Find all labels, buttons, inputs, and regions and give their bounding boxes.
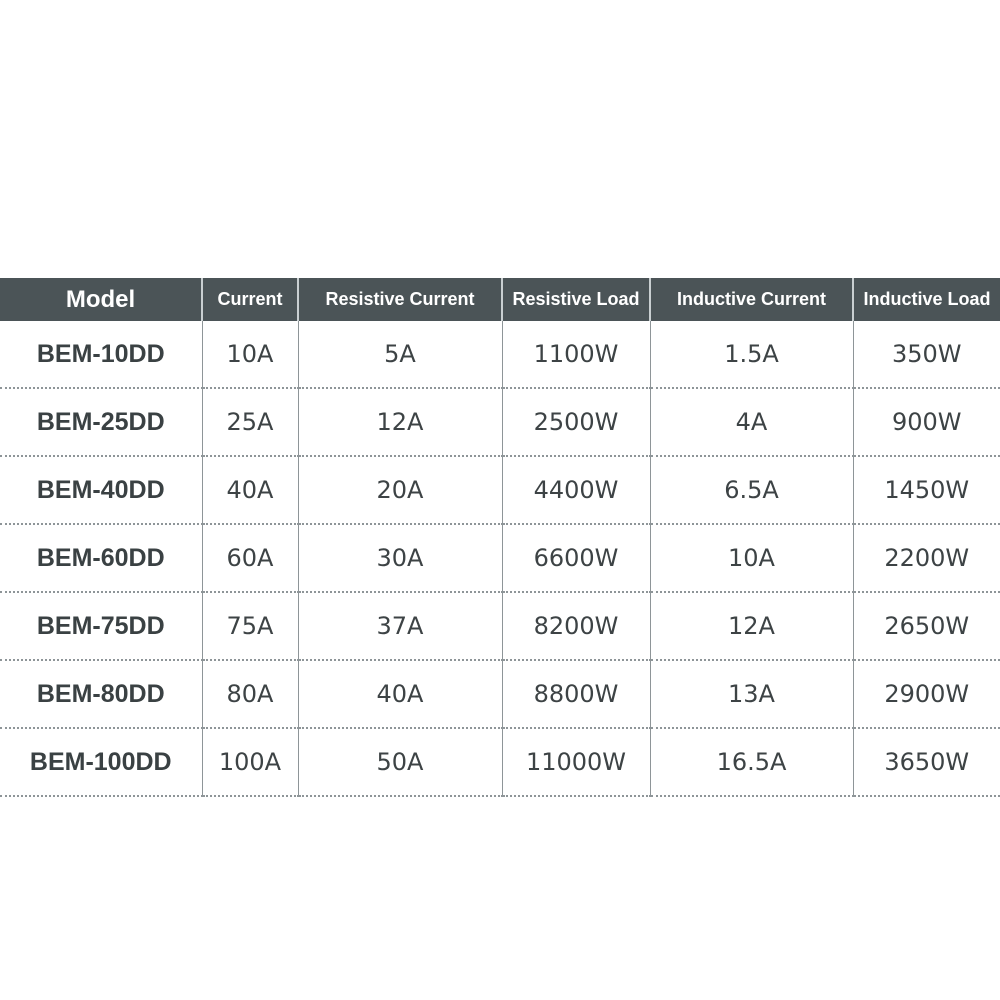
table-row (0, 524, 1000, 592)
column-header-inductive-current: Inductive Current (650, 278, 853, 321)
model-cell: BEM-25DD (0, 388, 202, 456)
resistive-current-cell: 50A (298, 728, 502, 796)
column-header-resistive-current: Resistive Current (298, 278, 502, 321)
model-cell: BEM-40DD (0, 456, 202, 524)
resistive-current-cell: 12A (298, 388, 502, 456)
header-row (0, 278, 1000, 321)
column-header-resistive-load: Resistive Load (502, 278, 650, 321)
current-cell: 75A (202, 592, 298, 660)
inductive-current-cell: 13A (650, 660, 853, 728)
current-cell: 60A (202, 524, 298, 592)
model-cell: BEM-100DD (0, 728, 202, 796)
inductive-load-cell: 2900W (853, 660, 1000, 728)
resistive-load-cell: 8200W (502, 592, 650, 660)
column-header-inductive-load: Inductive Load (853, 278, 1000, 321)
inductive-current-cell: 10A (650, 524, 853, 592)
resistive-current-cell: 40A (298, 660, 502, 728)
inductive-current-cell: 6.5A (650, 456, 853, 524)
table-row (0, 592, 1000, 660)
table-row (0, 728, 1000, 796)
current-cell: 25A (202, 388, 298, 456)
inductive-current-cell: 1.5A (650, 321, 853, 388)
resistive-load-cell: 11000W (502, 728, 650, 796)
resistive-load-cell: 6600W (502, 524, 650, 592)
table-row (0, 660, 1000, 728)
table-row (0, 388, 1000, 456)
model-cell: BEM-10DD (0, 321, 202, 388)
model-cell: BEM-60DD (0, 524, 202, 592)
table-row (0, 456, 1000, 524)
resistive-load-cell: 4400W (502, 456, 650, 524)
resistive-current-cell: 37A (298, 592, 502, 660)
inductive-current-cell: 12A (650, 592, 853, 660)
table-row (0, 321, 1000, 388)
inductive-load-cell: 1450W (853, 456, 1000, 524)
resistive-load-cell: 2500W (502, 388, 650, 456)
current-cell: 10A (202, 321, 298, 388)
resistive-current-cell: 5A (298, 321, 502, 388)
inductive-load-cell: 3650W (853, 728, 1000, 796)
spec-table (0, 278, 1000, 797)
inductive-load-cell: 350W (853, 321, 1000, 388)
resistive-current-cell: 30A (298, 524, 502, 592)
resistive-load-cell: 1100W (502, 321, 650, 388)
model-cell: BEM-75DD (0, 592, 202, 660)
column-header-current: Current (202, 278, 298, 321)
current-cell: 80A (202, 660, 298, 728)
inductive-load-cell: 2200W (853, 524, 1000, 592)
inductive-load-cell: 900W (853, 388, 1000, 456)
inductive-current-cell: 16.5A (650, 728, 853, 796)
inductive-current-cell: 4A (650, 388, 853, 456)
resistive-current-cell: 20A (298, 456, 502, 524)
inductive-load-cell: 2650W (853, 592, 1000, 660)
column-header-model: Model (0, 278, 202, 321)
model-cell: BEM-80DD (0, 660, 202, 728)
current-cell: 40A (202, 456, 298, 524)
current-cell: 100A (202, 728, 298, 796)
resistive-load-cell: 8800W (502, 660, 650, 728)
